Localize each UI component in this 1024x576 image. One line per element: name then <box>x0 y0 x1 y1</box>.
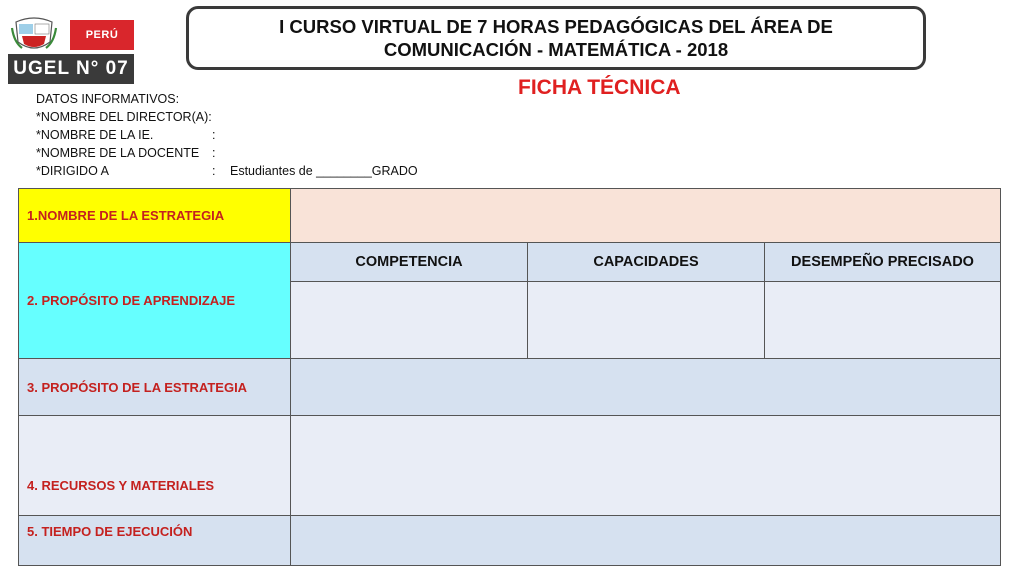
col-header-capacidades: CAPACIDADES <box>528 243 765 282</box>
ugel-logo <box>8 14 128 78</box>
course-title <box>186 6 926 70</box>
page-subtitle: FICHA TÉCNICA <box>518 76 681 99</box>
datos-label: *DIRIGIDO A <box>36 164 109 178</box>
datos-colon: : <box>212 164 216 178</box>
datos-colon: : <box>212 146 216 160</box>
ficha-table <box>18 188 1001 566</box>
row-label-tiempo: 5. TIEMPO DE EJECUCIÓN <box>19 516 291 566</box>
country-label: PERÚ <box>70 20 134 50</box>
datos-heading: DATOS INFORMATIVOS: <box>36 92 180 106</box>
cell-capacidades[interactable] <box>528 282 765 359</box>
datos-informativos <box>36 90 418 180</box>
course-title-line2: COMUNICACIÓN - MATEMÁTICA - 2018 <box>383 39 729 60</box>
cell-estrategia[interactable] <box>291 189 1001 243</box>
cell-desempeno[interactable] <box>765 282 1001 359</box>
datos-row-ie <box>36 126 418 144</box>
table-row <box>19 516 1001 566</box>
datos-row-docente <box>36 144 418 162</box>
datos-label: *NOMBRE DE LA IE. <box>36 128 154 142</box>
datos-colon: : <box>212 128 216 142</box>
datos-label: *NOMBRE DEL DIRECTOR(A): <box>36 110 212 124</box>
coat-of-arms-icon <box>10 16 58 54</box>
table-row <box>19 416 1001 516</box>
datos-colon <box>212 108 230 126</box>
table-row <box>19 359 1001 416</box>
datos-label: *NOMBRE DE LA DOCENTE <box>36 146 200 160</box>
table-row <box>19 243 1001 282</box>
course-title-line1: I CURSO VIRTUAL DE 7 HORAS PEDAGÓGICAS DEL ÁREA DE <box>279 16 833 37</box>
col-header-desempeno: DESEMPEÑO PRECISADO <box>765 243 1001 282</box>
cell-proposito-estrategia[interactable] <box>291 359 1001 416</box>
row-label-proposito-aprendizaje: 2. PROPÓSITO DE APRENDIZAJE <box>19 243 291 359</box>
datos-value: Estudiantes de ________GRADO <box>230 164 418 178</box>
cell-recursos[interactable] <box>291 416 1001 516</box>
ugel-label: UGEL N° 07 <box>8 54 134 84</box>
row-label-proposito-estrategia: 3. PROPÓSITO DE LA ESTRATEGIA <box>19 359 291 416</box>
cell-competencia[interactable] <box>291 282 528 359</box>
cell-tiempo[interactable] <box>291 516 1001 566</box>
row-label-estrategia: 1.NOMBRE DE LA ESTRATEGIA <box>19 189 291 243</box>
datos-row-dirigido <box>36 162 418 180</box>
table-row <box>19 189 1001 243</box>
row-label-recursos: 4. RECURSOS Y MATERIALES <box>19 416 291 516</box>
datos-row-director <box>36 108 418 126</box>
col-header-competencia: COMPETENCIA <box>291 243 528 282</box>
